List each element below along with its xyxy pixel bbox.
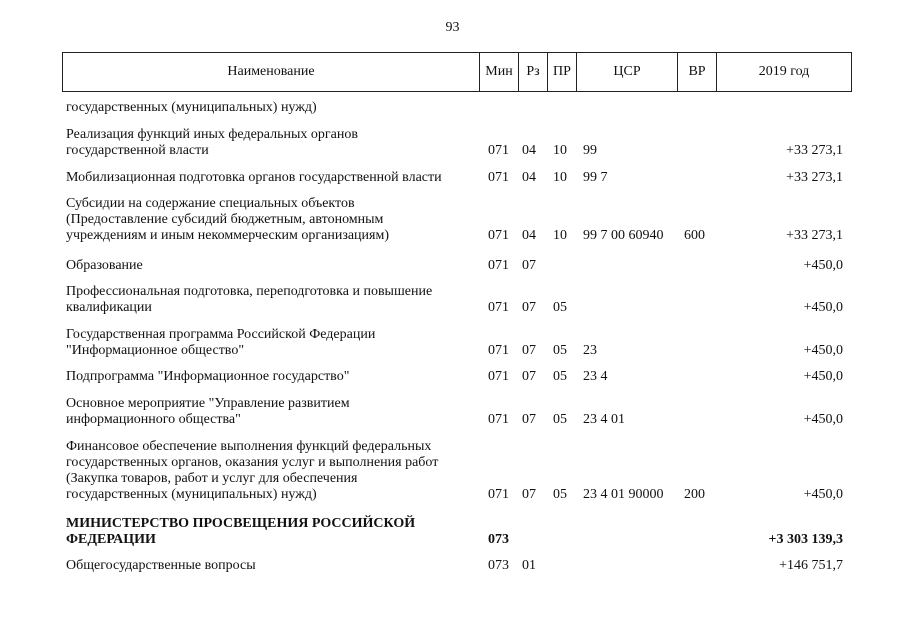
table-row <box>0 170 905 186</box>
header-min: Мин <box>479 53 518 91</box>
cell-amount: +450,0 <box>803 258 843 273</box>
row-name-line: государственных (муниципальных) нужд) <box>66 100 317 115</box>
row-name-line: Мобилизационная подготовка органов государственной власти <box>66 170 442 185</box>
table-header <box>62 52 852 92</box>
cell-amount: +146 751,7 <box>779 558 843 573</box>
cell-min: 071 <box>488 228 509 243</box>
cell-pr: 05 <box>553 412 567 427</box>
cell-min: 071 <box>488 369 509 384</box>
cell-min: 071 <box>488 258 509 273</box>
row-name-line: Финансовое обеспечение выполнения функций федеральных <box>66 439 432 454</box>
row-name-line: Субсидии на содержание специальных объектов <box>66 196 355 211</box>
row-name-line: ФЕДЕРАЦИИ <box>66 532 156 547</box>
table-row <box>0 127 905 159</box>
row-name <box>66 100 476 116</box>
cell-min: 073 <box>488 558 509 573</box>
row-name <box>66 439 476 503</box>
row-name <box>66 369 476 385</box>
header-vr: ВР <box>677 53 716 91</box>
row-name-line: учреждениям и иным некоммерческим организациям) <box>66 228 390 243</box>
cell-csr: 23 4 01 <box>583 412 625 427</box>
cell-vr: 200 <box>684 487 705 502</box>
cell-amount: +450,0 <box>803 343 843 358</box>
cell-min: 071 <box>488 412 509 427</box>
cell-min: 073 <box>488 532 509 547</box>
cell-amount: +450,0 <box>803 300 843 315</box>
cell-pr: 05 <box>553 343 567 358</box>
row-name-line: Реализация функций иных федеральных органов <box>66 127 358 142</box>
cell-amount: +450,0 <box>803 412 843 427</box>
table-row <box>0 196 905 244</box>
row-name-line: информационного общества" <box>66 412 241 427</box>
header-year: 2019 год <box>716 53 851 91</box>
cell-rz: 04 <box>522 170 536 185</box>
cell-amount: +450,0 <box>803 369 843 384</box>
row-name <box>66 396 476 428</box>
cell-rz: 01 <box>522 558 536 573</box>
header-rz: Рз <box>518 53 547 91</box>
row-name-line: государственных органов, оказания услуг и выполнения работ <box>66 455 439 470</box>
cell-min: 071 <box>488 143 509 158</box>
row-name-line: квалификации <box>66 300 152 315</box>
row-name <box>66 127 476 159</box>
header-csr: ЦСР <box>576 53 677 91</box>
cell-rz: 07 <box>522 487 536 502</box>
header-pr: ПР <box>547 53 576 91</box>
cell-csr: 99 7 <box>583 170 608 185</box>
cell-rz: 07 <box>522 343 536 358</box>
cell-csr: 23 <box>583 343 597 358</box>
cell-pr: 10 <box>553 170 567 185</box>
cell-pr: 05 <box>553 487 567 502</box>
page-number: 93 <box>445 20 460 35</box>
row-name-line: МИНИСТЕРСТВО ПРОСВЕЩЕНИЯ РОССИЙСКОЙ <box>66 516 416 531</box>
cell-pr: 05 <box>553 300 567 315</box>
table-row <box>0 558 905 574</box>
row-name <box>66 558 476 574</box>
cell-amount: +450,0 <box>803 487 843 502</box>
row-name <box>66 284 476 316</box>
cell-amount: +3 303 139,3 <box>768 532 843 547</box>
row-name-line: (Предоставление субсидий бюджетным, автономным <box>66 212 384 227</box>
cell-rz: 07 <box>522 369 536 384</box>
cell-csr: 23 4 <box>583 369 608 384</box>
table-row <box>0 258 905 274</box>
cell-rz: 07 <box>522 412 536 427</box>
table-row <box>0 439 905 503</box>
cell-amount: +33 273,1 <box>786 170 843 185</box>
row-name-line: Основное мероприятие "Управление развитием <box>66 396 350 411</box>
cell-vr: 600 <box>684 228 705 243</box>
table-row <box>0 369 905 385</box>
table-row <box>0 284 905 316</box>
row-name <box>66 170 476 186</box>
cell-rz: 07 <box>522 258 536 273</box>
cell-rz: 07 <box>522 300 536 315</box>
cell-min: 071 <box>488 343 509 358</box>
row-name <box>66 516 476 548</box>
cell-amount: +33 273,1 <box>786 228 843 243</box>
row-name <box>66 258 476 274</box>
cell-pr: 10 <box>553 143 567 158</box>
row-name-line: (Закупка товаров, работ и услуг для обеспечения <box>66 471 358 486</box>
cell-csr: 99 <box>583 143 597 158</box>
cell-amount: +33 273,1 <box>786 143 843 158</box>
header-name: Наименование <box>227 64 315 79</box>
cell-min: 071 <box>488 170 509 185</box>
row-name-line: Образование <box>66 258 143 273</box>
cell-min: 071 <box>488 300 509 315</box>
cell-csr: 23 4 01 90000 <box>583 487 664 502</box>
row-name-line: Подпрограмма "Информационное государство" <box>66 369 350 384</box>
cell-csr: 99 7 00 60940 <box>583 228 664 243</box>
table-row <box>0 100 905 116</box>
cell-pr: 10 <box>553 228 567 243</box>
row-name-line: Профессиональная подготовка, переподготовка и повышение <box>66 284 433 299</box>
cell-rz: 04 <box>522 228 536 243</box>
table-row <box>0 516 905 548</box>
row-name-line: Государственная программа Российской Федерации <box>66 327 376 342</box>
cell-min: 071 <box>488 487 509 502</box>
row-name-line: государственной власти <box>66 143 209 158</box>
row-name <box>66 327 476 359</box>
row-name-line: государственных (муниципальных) нужд) <box>66 487 317 502</box>
table-row <box>0 327 905 359</box>
cell-pr: 05 <box>553 369 567 384</box>
row-name-line: "Информационное общество" <box>66 343 245 358</box>
row-name-line: Общегосударственные вопросы <box>66 558 256 573</box>
table-row <box>0 396 905 428</box>
row-name <box>66 196 476 244</box>
cell-rz: 04 <box>522 143 536 158</box>
